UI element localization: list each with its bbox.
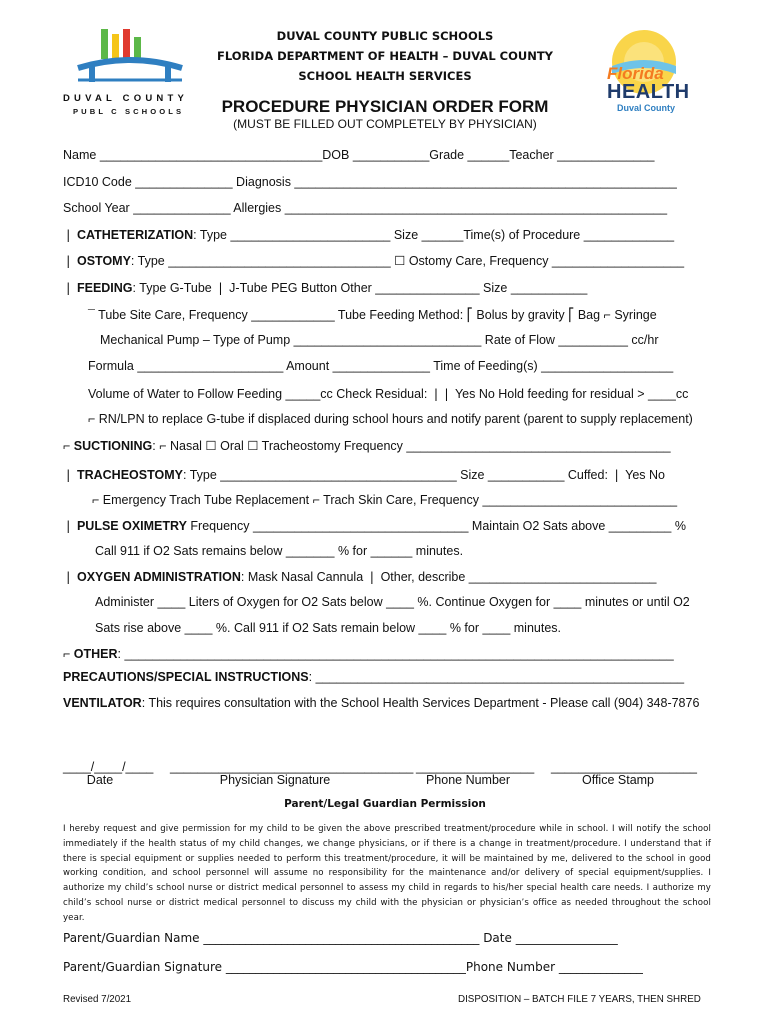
guardian-signature-line[interactable]: Parent/Guardian Signature ________________________________________Phone Number ______________ [63,960,643,974]
other-label: OTHER [73,647,118,661]
header-line1: DUVAL COUNTY PUBLIC SCHOOLS [276,29,494,43]
duval-schools-logo [74,24,186,119]
ventilator-line: VENTILATOR: This requires consultation with the School Health Services Department - Please call (904) 348-7876 [63,696,700,710]
catheterization-label: CATHETERIZATION [76,228,194,242]
formula-line[interactable]: Formula _____________________ Amount ______________ Time of Feeding(s) ___________________ [88,359,674,373]
pulse-oximetry-line[interactable]: ❘ PULSE OXIMETRY Frequency _______________________________ Maintain O2 Sats above _________ % [63,519,686,533]
ostomy-line[interactable]: ❘ OSTOMY: Type ________________________________ ☐ Ostomy Care, Frequency ___________________ [63,254,685,268]
header-line3: SCHOOL HEALTH SERVICES [298,69,472,83]
water-volume-line[interactable]: Volume of Water to Follow Feeding _____cc Check Residual: ❘❘ Yes No Hold feeding for residual > ____cc [88,387,689,401]
feeding-label: FEEDING [76,281,133,295]
ostomy-checkbox[interactable]: ❘ [63,254,74,268]
date-field[interactable]: ____/____/____ [63,760,154,774]
logo-name-line1: DUVAL COUNTY [63,93,188,104]
oxygen-label: OXYGEN ADMINISTRATION [76,570,241,584]
guardian-name-line[interactable]: Parent/Guardian Name ______________________________________________ Date _________________ [63,931,618,945]
ventilator-label: VENTILATOR [63,696,142,710]
office-stamp-label: Office Stamp [581,773,655,787]
trach-care-line[interactable]: ⌐ Emergency Trach Tube Replacement ⌐ Trach Skin Care, Frequency ____________________________ [92,493,678,507]
student-name-line[interactable]: Name ________________________________DOB ___________Grade ______Teacher ______________ [63,148,655,162]
permission-heading: Parent/Legal Guardian Permission [284,798,486,810]
oxygen-line[interactable]: ❘ OXYGEN ADMINISTRATION: Mask Nasal Cannula ❘ Other, describe ___________________________ [63,570,657,584]
logo-bar-yellow [112,34,119,59]
form-title: PROCEDURE PHYSICIAN ORDER FORM [221,97,549,116]
physician-signature-label: Physician Signature [219,773,331,787]
school-year-line[interactable]: School Year ______________ Allergies _______________________________________________________ [63,201,668,215]
office-stamp-field[interactable]: _____________________ [551,760,697,774]
administer-oxygen-line[interactable]: Administer ____ Liters of Oxygen for O2 Sats below ____ %. Continue Oxygen for ____ minutes or until O2 [95,595,690,609]
logo-bar-red [123,29,130,59]
ostomy-label: OSTOMY [76,254,131,268]
logo-bar-green [101,29,108,59]
pulse-oximetry-checkbox[interactable]: ❘ [63,519,74,533]
phone-field[interactable]: _________________ [416,760,535,774]
catheterization-checkbox[interactable]: ❘ [63,228,74,242]
suctioning-checkbox[interactable]: ⌐ [63,439,71,453]
disposition-note: DISPOSITION – BATCH FILE 7 YEARS, THEN SHRED [458,994,701,1005]
icd10-line[interactable]: ICD10 Code ______________ Diagnosis _______________________________________________________ [63,175,677,189]
other-checkbox[interactable]: ⌐ [63,647,71,661]
feeding-checkbox[interactable]: ❘ [63,281,74,295]
feeding-line[interactable]: ❘ FEEDING: Type G-Tube ❘ J-Tube PEG Button Other _______________ Size ___________ [63,281,588,295]
logo-bar-green2 [134,37,141,59]
oxygen-checkbox[interactable]: ❘ [63,570,74,584]
suctioning-label: SUCTIONING [73,439,153,453]
tracheostomy-checkbox[interactable]: ❘ [63,468,74,482]
duval-county-word: Duval County [617,103,676,113]
header-line2: FLORIDA DEPARTMENT OF HEALTH – DUVAL COUNTY [216,49,553,63]
tracheostomy-line[interactable]: ❘ TRACHEOSTOMY: Type __________________________________ Size ___________ Cuffed: ❘ Yes No [63,468,665,482]
revised-date: Revised 7/2021 [63,994,132,1005]
pulse-oximetry-label: PULSE OXIMETRY [76,519,187,533]
tracheostomy-label: TRACHEOSTOMY [76,468,183,482]
other-line[interactable]: ⌐ OTHER: _______________________________________________________________________________ [63,647,674,661]
catheterization-line[interactable]: ❘ CATHETERIZATION: Type _______________________ Size ______Time(s) of Procedure _____________ [63,228,675,242]
date-label: Date [86,773,114,787]
gtube-replace-line[interactable]: ⌐ RN/LPN to replace G-tube if displaced during school hours and notify parent (parent to supply replacement) [88,412,693,426]
physician-signature-field[interactable]: ___________________________________ [170,760,414,774]
sats-rise-line[interactable]: Sats rise above ____ %. Call 911 if O2 Sats remain below ____ % for ____ minutes. [95,621,561,635]
mechanical-pump-line[interactable]: Mechanical Pump – Type of Pump ___________________________ Rate of Flow __________ cc/hr [100,333,659,347]
phone-label: Phone Number [425,773,511,787]
call-911-o2-line[interactable]: Call 911 if O2 Sats remains below _______ % for ______ minutes. [95,544,464,558]
form-subtitle: (MUST BE FILLED OUT COMPLETELY BY PHYSICIAN) [233,117,537,131]
health-word: HEALTH [607,81,690,103]
suctioning-line[interactable]: ⌐ SUCTIONING: ⌐ Nasal ☐ Oral ☐ Tracheostomy Frequency ______________________________________ [63,439,671,453]
florida-word: Florida [607,64,664,83]
precautions-label: PRECAUTIONS/SPECIAL INSTRUCTIONS [63,670,309,684]
precautions-line[interactable]: PRECAUTIONS/SPECIAL INSTRUCTIONS: _____________________________________________________ [63,670,685,684]
tube-site-care-line[interactable]: ¯ Tube Site Care, Frequency ____________ Tube Feeding Method: ⎡ Bolus by gravity ⎡ Bag ⌐ Syringe [88,308,657,322]
logo-name-line2: PUBL C SCHOOLS [73,107,185,116]
permission-text: I hereby request and give permission for my child to be given the above prescribed treatment/procedure while in school. I will notify the school immediately if the health status of my child changes, we change physicians, or if there is a change in treatment/procedure. I understand that if there is special equipment or supplies needed to perform this treatment/procedure, it will be maintained by me, delivered to the school in good working condition, and school personnel will assume no responsibility for the maintenance and/or delivery of special equipment/supplies. I authorize my child’s school nurse or district medical personnel to assess my child in regards to his/her special health care needs. I authorize my child’s school nurse or district medical personnel to discuss my child with the physician or physician’s office as needed throughout the school year. [63,824,711,923]
